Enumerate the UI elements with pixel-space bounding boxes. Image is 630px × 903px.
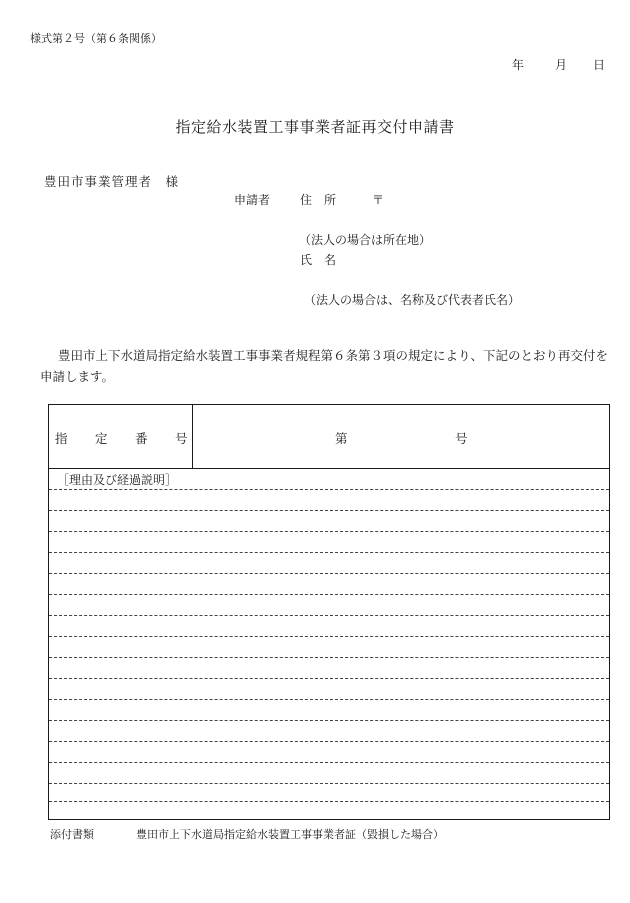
date-day: 日: [593, 58, 606, 72]
application-table: [48, 404, 610, 820]
reason-line[interactable]: [49, 720, 609, 721]
date-row: [0, 56, 630, 70]
reason-line[interactable]: [49, 531, 609, 532]
reason-line[interactable]: [49, 699, 609, 700]
reason-line[interactable]: [49, 489, 609, 490]
reason-line[interactable]: [49, 636, 609, 637]
reason-line[interactable]: [49, 615, 609, 616]
label-char: 指: [55, 431, 68, 446]
reason-line[interactable]: [49, 552, 609, 553]
applicant-label: 申請者: [234, 193, 271, 207]
body-text: 豊田市上下水道局指定給水装置工事事業者規程第６条第３項の規定により、下記のとおり再交付を申請します。: [40, 348, 609, 384]
address-note: （法人の場合は所在地）: [299, 233, 432, 247]
reason-line[interactable]: [49, 678, 609, 679]
postal-mark: 〒: [372, 193, 385, 207]
address-label: 住 所: [300, 193, 337, 207]
label-char: 定: [95, 431, 108, 446]
reason-line[interactable]: [49, 783, 609, 784]
value-suffix: 号: [455, 431, 468, 446]
reason-label: ［理由及び経過説明］: [57, 473, 178, 487]
reason-line[interactable]: [49, 741, 609, 742]
reason-line[interactable]: [49, 573, 609, 574]
designation-number-label: [49, 405, 193, 468]
name-label: 氏 名: [300, 253, 337, 267]
label-char: 号: [175, 431, 188, 446]
designation-number-field[interactable]: [193, 405, 609, 468]
date-month: 月: [555, 58, 568, 72]
attachment-text: 豊田市上下水道局指定給水装置工事事業者証（毀損した場合）: [136, 828, 444, 841]
designation-number-row: [49, 405, 609, 469]
reason-line[interactable]: [49, 657, 609, 658]
value-prefix: 第: [335, 431, 348, 446]
document-title: 指定給水装置工事事業者証再交付申請書: [175, 118, 455, 136]
reason-line[interactable]: [49, 762, 609, 763]
label-char: 番: [135, 431, 148, 446]
attachment-label: 添付書類: [50, 828, 94, 841]
reason-line[interactable]: [49, 594, 609, 595]
reason-line[interactable]: [49, 510, 609, 511]
name-note: （法人の場合は、名称及び代表者氏名）: [304, 293, 521, 307]
addressee: 豊田市事業管理者 様: [44, 174, 180, 189]
date-year: 年: [512, 58, 525, 72]
form-number: 様式第２号（第６条関係）: [30, 32, 162, 45]
reason-line[interactable]: [49, 801, 609, 802]
